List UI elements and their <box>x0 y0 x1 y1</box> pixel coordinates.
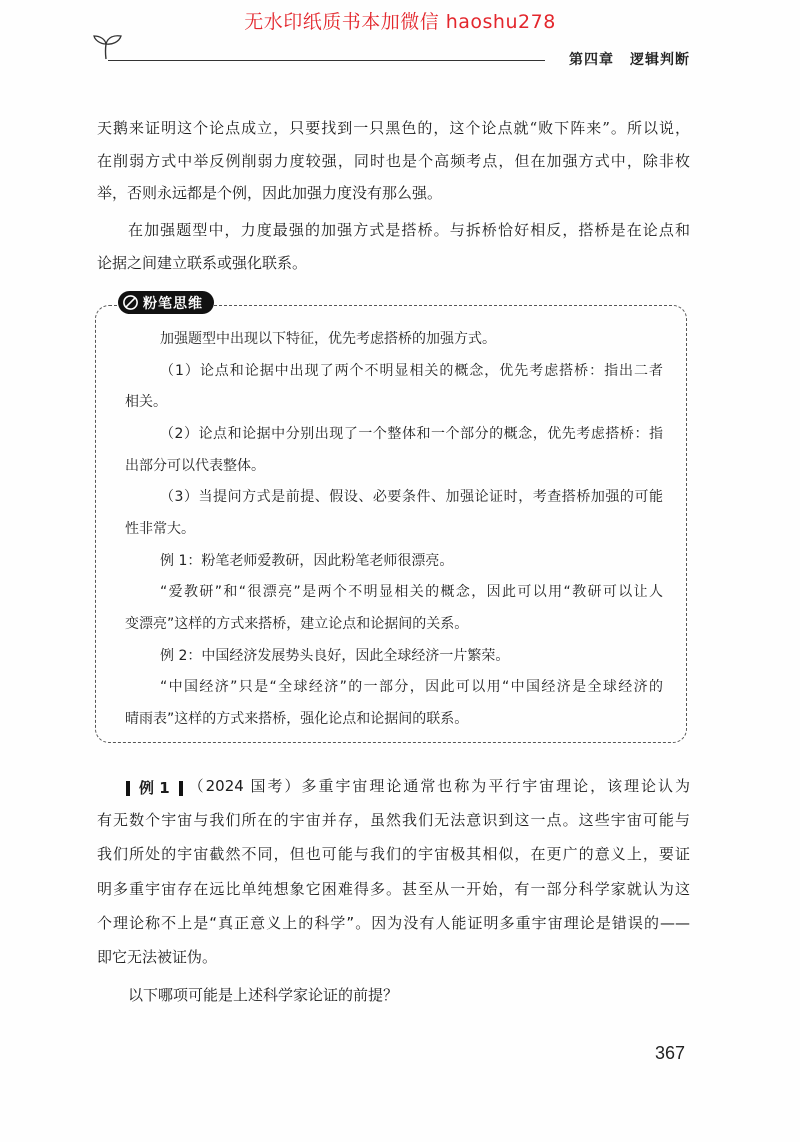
text-line: 在削弱方式中举反例削弱力度较强，同时也是个高频考点，但在加强方式中，除非枚 <box>97 151 690 170</box>
text-line: 在加强题型中，力度最强的加强方式是搭桥。与拆桥恰好相反，搭桥是在论点和 <box>128 221 690 239</box>
example-text: 多重宇宙理论通常也称为平行宇宙理论，该理论认为 <box>301 777 690 795</box>
chapter-number: 第四章 <box>569 52 614 68</box>
example-question <box>97 769 690 974</box>
example-label: 例 1 <box>126 781 183 796</box>
tip-line: 变漂亮”这样的方式来搭桥，建立论点和论据间的关系。 <box>125 615 469 632</box>
tip-line: “爱教研”和“很漂亮”是两个不明显相关的概念，因此可以用“教研可以让人 <box>160 584 663 601</box>
tip-line: 加强题型中出现以下特征，优先考虑搭桥的加强方式。 <box>160 331 496 347</box>
header-rule <box>108 60 545 61</box>
tip-line: 性非常大。 <box>125 520 195 537</box>
example-line: 个理论称不上是“真正意义上的科学”。因为没有人能证明多重宇宙理论是错误的—— <box>97 913 690 932</box>
paragraph-2 <box>97 214 690 279</box>
page-number: 367 <box>655 1043 686 1063</box>
tip-line: “中国经济”只是“全球经济”的一部分，因此可以用“中国经济是全球经济的 <box>160 679 663 696</box>
text-line: 论据之间建立联系或强化联系。 <box>97 253 308 272</box>
tip-line: 例 2：中国经济发展势头良好，因此全球经济一片繁荣。 <box>160 647 510 664</box>
example-line: 我们所处的宇宙截然不同，但也可能与我们的宇宙极其相似，在更广的意义上，要证 <box>97 845 690 864</box>
tip-box-title: 粉笔思维 <box>143 295 203 312</box>
text-line: 举，否则永远都是个例，因此加强力度没有那么强。 <box>97 184 443 202</box>
question-prompt: 以下哪项可能是上述科学家论证的前提？ <box>128 986 399 1004</box>
tip-line: 相关。 <box>125 394 167 411</box>
chapter-title: 逻辑判断 <box>630 52 690 68</box>
tip-line: 例 1：粉笔老师爱教研，因此粉笔老师很漂亮。 <box>160 552 454 569</box>
tip-box-badge <box>118 291 214 314</box>
example-line: 即它无法被证伪。 <box>97 947 218 966</box>
tip-line: （1）论点和论据中出现了两个不明显相关的概念，优先考虑搭桥：指出二者 <box>160 362 663 379</box>
watermark-text: 无水印纸质书本加微信 haoshu278 <box>244 11 556 33</box>
text-line: 天鹅来证明这个论点成立，只要找到一只黑色的，这个论点就“败下阵来”。所以说， <box>97 119 690 137</box>
tip-box-content <box>125 324 663 736</box>
example-line: 明多重宇宙存在远比单纯想象它困难得多。甚至从一开始，有一部分科学家就认为这 <box>97 879 690 898</box>
running-header <box>569 49 690 71</box>
tip-line: 出部分可以代表整体。 <box>125 457 265 474</box>
tip-line: （2）论点和论据中分别出现了一个整体和一个部分的概念，优先考虑搭桥：指 <box>160 425 663 442</box>
paragraph-1 <box>97 112 690 210</box>
example-line: 有无数个宇宙与我们所在的宇宙并存，虽然我们无法意识到这一点。这些宇宙可能与 <box>97 811 690 830</box>
tip-line: （3）当提问方式是前提、假设、必要条件、加强论证时，考查搭桥加强的可能 <box>160 489 663 506</box>
tip-line: 晴雨表”这样的方式来搭桥，强化论点和论据间的联系。 <box>125 710 469 727</box>
sprout-icon <box>92 32 124 60</box>
chalk-logo-icon <box>122 294 139 311</box>
example-first-line <box>97 769 690 803</box>
example-source: （2024 国考） <box>186 777 302 795</box>
